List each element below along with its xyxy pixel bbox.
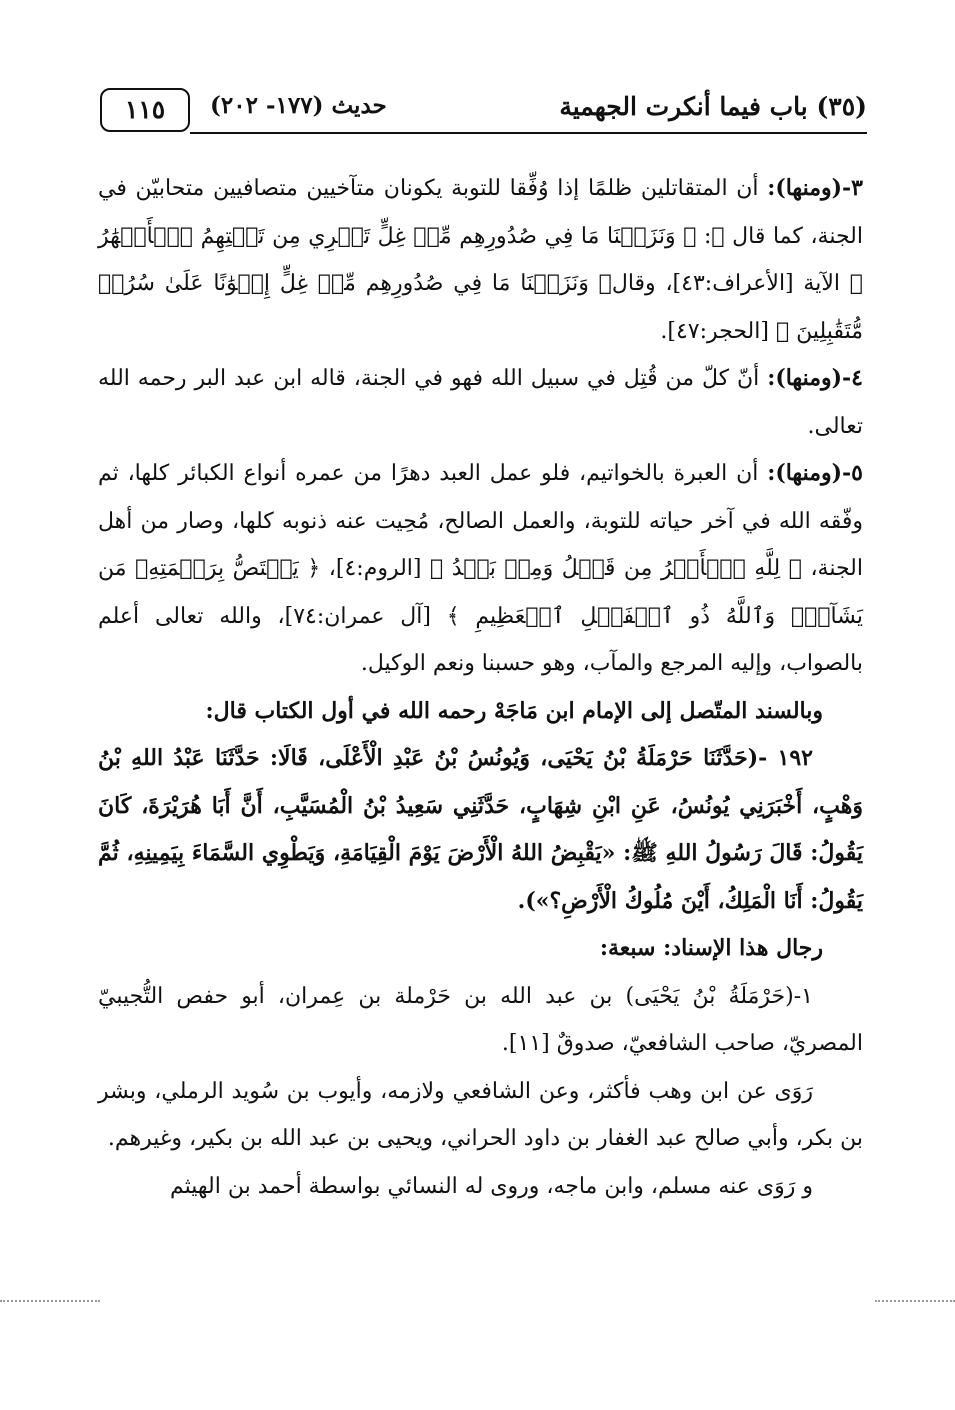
narrator-paragraph: ١-(حَرْمَلَةُ بْنُ يَحْيَى) بن عبد الله بن حَرْملة بن عِمران، أبو حفص التُّجيبيّ المصريّ، صاحب الشافعيّ، صدوقٌ [١١]. [98, 983, 863, 1056]
hadith-range: حديث (١٧٧- ٢٠٢) [210, 92, 387, 119]
page-header [100, 88, 867, 134]
benefit-text: أنّ كلّ من قُتِل في سبيل الله فهو في الجنة، قاله ابن عبد البر رحمه الله تعالى. [98, 366, 863, 439]
benefit-paragraph [98, 165, 863, 355]
narrator-paragraph: و رَوَى عنه مسلم، وابن ماجه، وروى له النسائي بواسطة أحمد بن الهيثم [169, 1173, 813, 1199]
narrator-paragraph: رَوَى عن ابن وهب فأكثر، وعن الشافعي ولازمه، وأيوب بن سُويد الرملي، وبشر بن بكر، وأبي صالح عبد الغفار بن داود الحراني، ويحيى بن عبد الله بن بكير، وغيرهم. [98, 1078, 863, 1151]
scan-edge-dots [0, 1300, 100, 1302]
body-text [98, 165, 863, 1210]
benefit-label: ٣-(ومنها): [767, 175, 863, 201]
hadith-paragraph [98, 735, 863, 925]
benefit-label: ٥-(ومنها): [767, 460, 863, 486]
page-number: ١١٥ [100, 88, 190, 132]
scan-edge-dots [875, 1300, 955, 1302]
narrators-heading: رجال هذا الإسناد: سبعة: [599, 935, 823, 961]
benefit-paragraph [98, 450, 863, 688]
isnad-heading: وبالسند المتّصل إلى الإمام ابن مَاجَهْ رحمه الله في أول الكتاب قال: [205, 697, 823, 724]
chapter-title: (٣٥) باب فيما أنكرت الجهمية [559, 92, 867, 121]
hadith-text: -(حَدَّثَنَا حَرْمَلَةُ بْنُ يَحْيَى، وَيُونُسُ بْنُ عَبْدِ الْأَعْلَى، قَالَا: حَدَّثَنَا عَبْدُ اللهِ بْنُ وَهْبٍ، أَخْبَرَنِي يُونُسُ، عَنِ ابْنِ شِهَابٍ، حَدَّثَنِي سَعِيدُ بْنُ الْمُسَيَّبِ، أَنَّ أَبَا هُرَيْرَةَ، كَانَ يَقُولُ: قَالَ رَسُولُ اللهِ ﷺ: «يَقْبِضُ اللهُ الْأَرْضَ يَوْمَ الْقِيَامَةِ، وَيَطْوِي السَّمَاءَ بِيَمِينِهِ، ثُمَّ يَقُولُ: أَنَا الْمَلِكُ، أَيْنَ مُلُوكُ الْأَرْضِ؟»). [98, 745, 863, 914]
benefit-text: أن المتقاتلين ظلمًا إذا وُفِّقا للتوبة يكونان متآخيين متصافيين متحابيّن في الجنة، كما قال ﷻ: ﴿ وَنَزَعۡنَا مَا فِي صُدُورِهِم مِّنۡ غِلٍّ تَجۡرِي مِن تَحۡتِهِمُ ٱلۡأَنۡهَٰرُ ﴾ الآية [الأعراف:٤٣]، وقال﴿ وَنَزَعۡنَا مَا فِي صُدُورِهِم مِّنۡ غِلٍّ إِخۡوَٰنًا عَلَىٰ سُرُرٖ مُّتَقَٰبِلِينَ ﴾ [الحجر:٤٧]. [98, 176, 864, 344]
benefit-text: أن العبرة بالخواتيم، فلو عمل العبد دهرًا من عمره أنواع الكبائر كلها، ثم وفّقه الله في آخر حياته للتوبة، والعمل الصالح، مُحِيت عنه ذنوبه كلها، وصار من أهل الجنة، ﴿ لِلَّهِ ٱلۡأَمۡرُ مِن قَبۡلُ وَمِنۢ بَعۡدُ ﴾ [الروم:٤]، ﴿ يَخۡتَصُّ بِرَحۡمَتِهِۦ مَن يَشَآءُۗ وَٱللَّهُ ذُو ٱلۡفَضۡلِ ٱلۡعَظِيمِ ﴾ [آل عمران:٧٤]، والله تعالى أعلم بالصواب، وإليه المرجع والمآب، وهو حسبنا ونعم الوكيل. [98, 461, 864, 676]
benefit-label: ٤-(ومنها): [767, 365, 863, 391]
header-rule [190, 132, 867, 134]
hadith-number: ١٩٢ [777, 745, 813, 771]
benefit-paragraph [98, 355, 863, 450]
